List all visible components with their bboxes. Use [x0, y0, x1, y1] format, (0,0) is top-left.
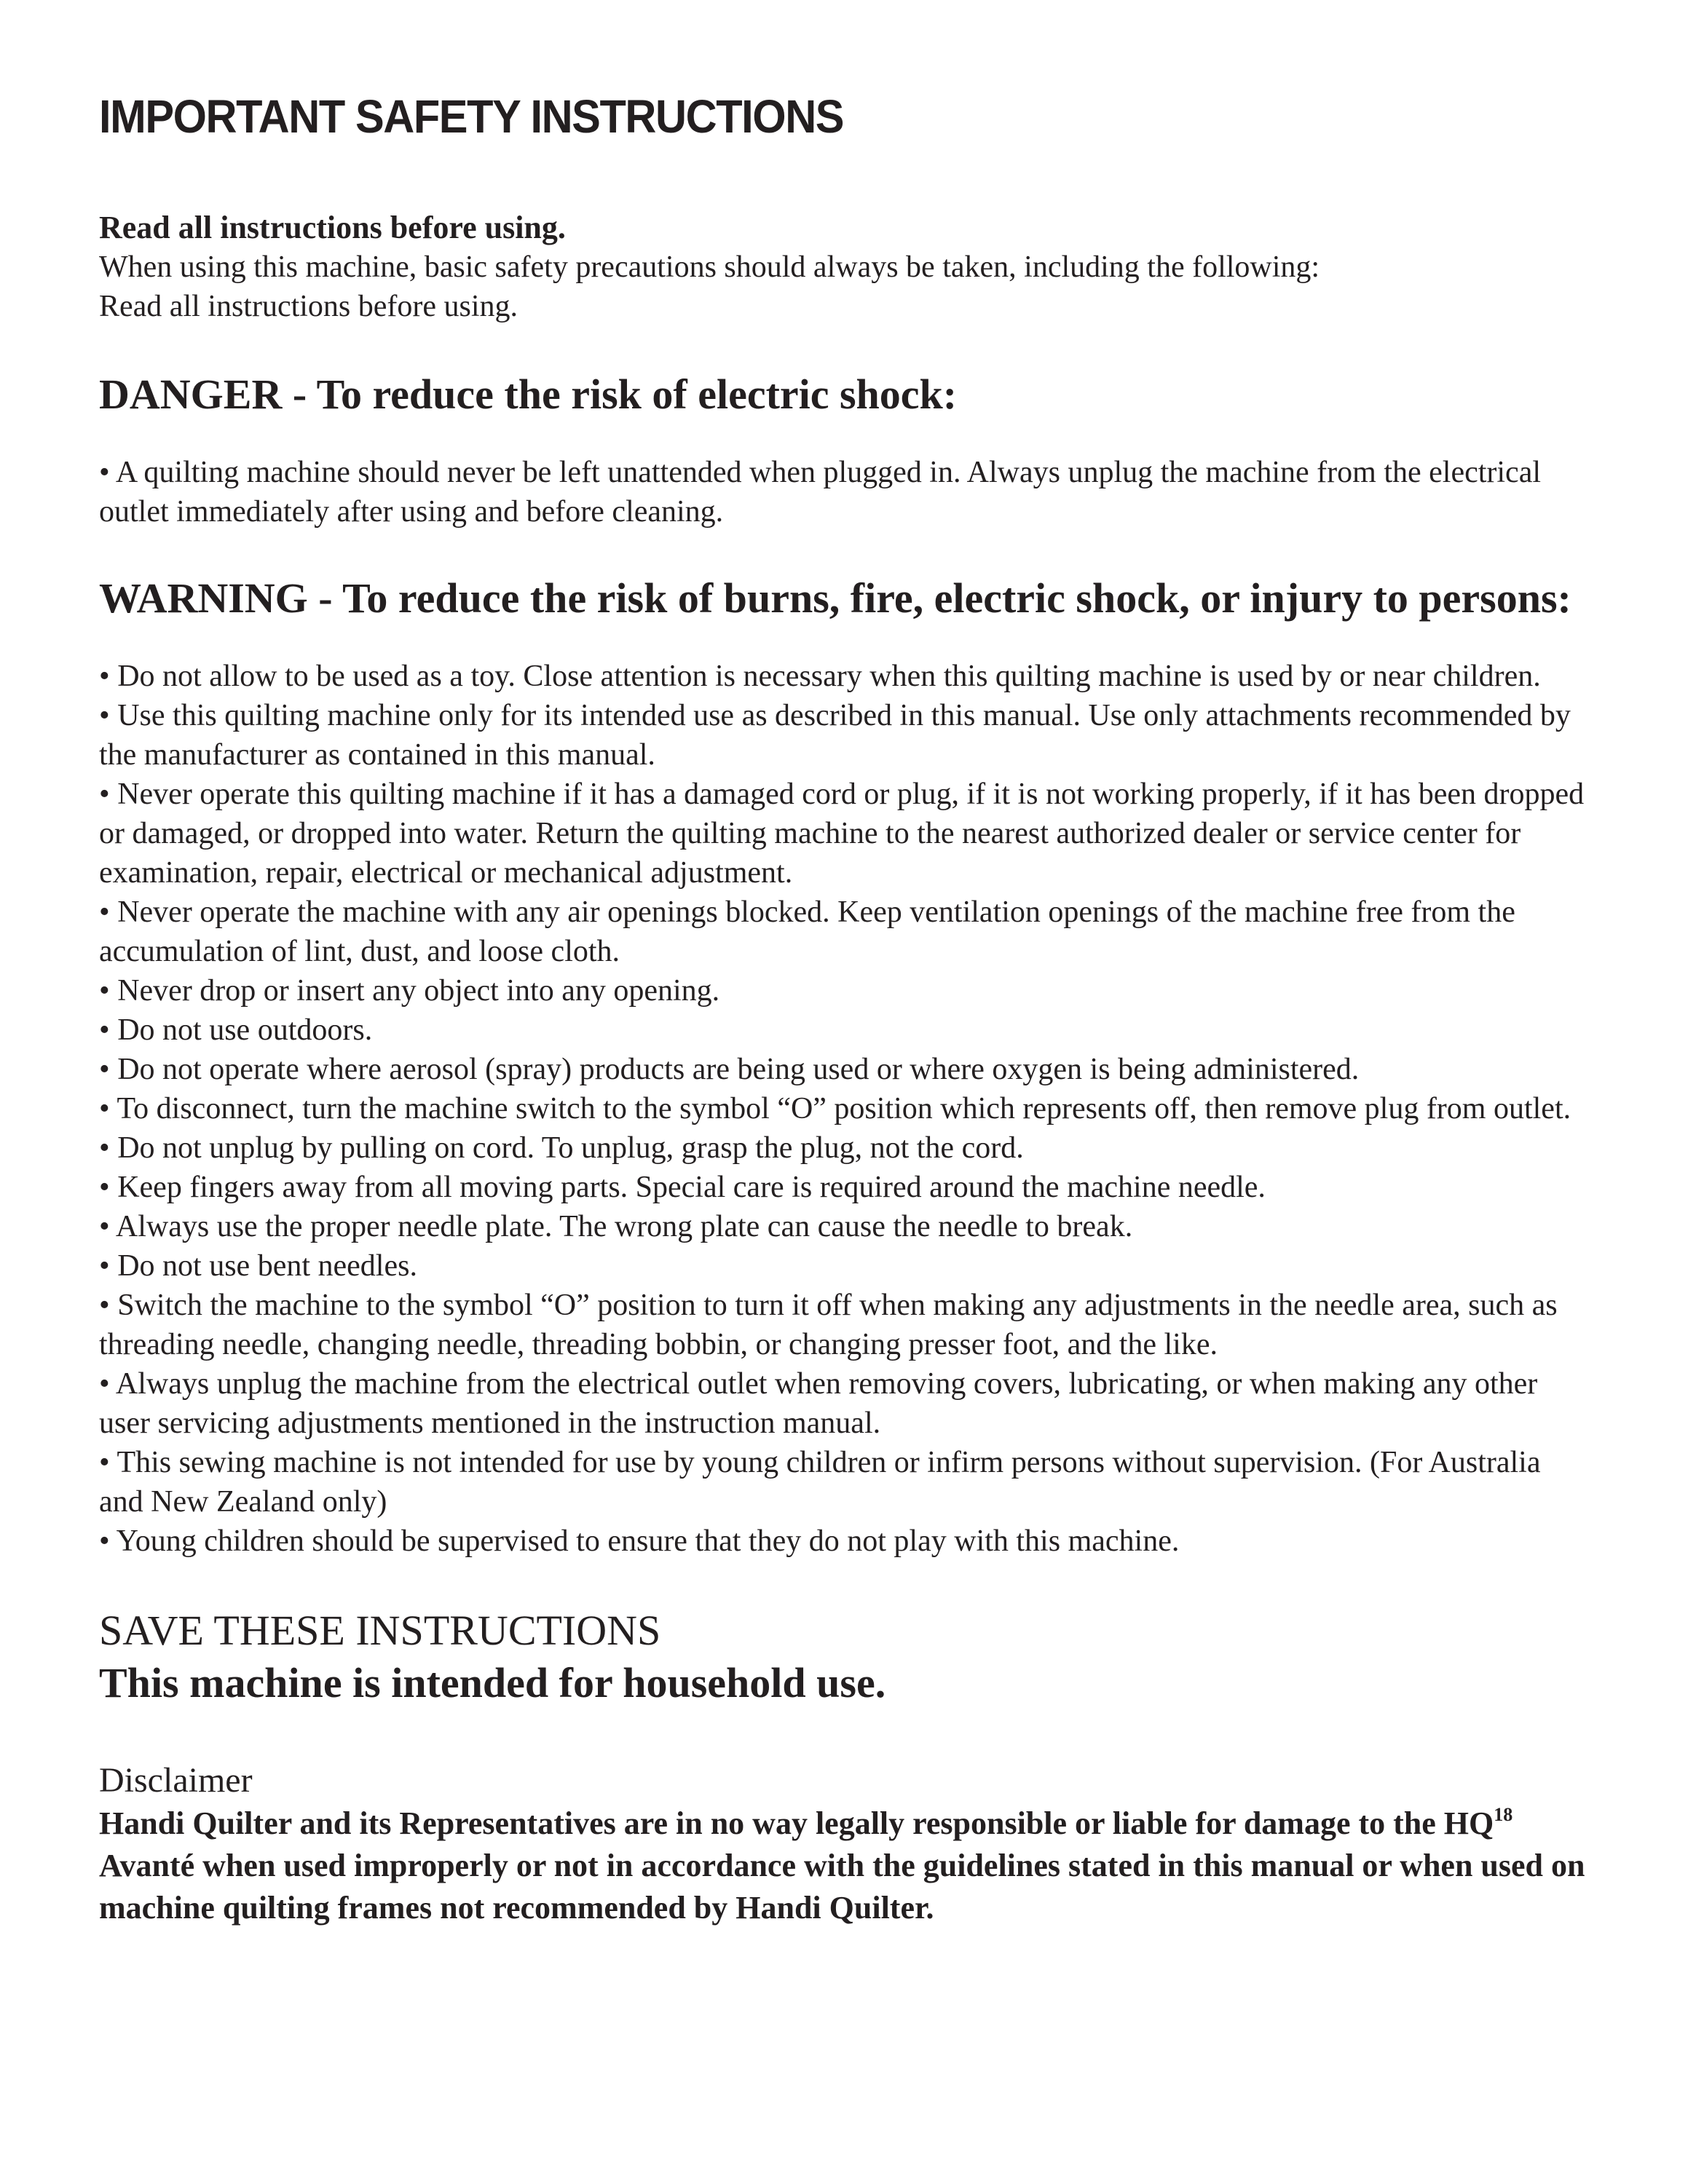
intro-line-1: When using this machine, basic safety precautions should always be taken, including the following:	[99, 250, 1320, 284]
safety-instructions-page	[99, 86, 1592, 1929]
warning-bullet-fingers: • Keep fingers away from all moving parts. Special care is required around the machine needle.	[99, 1171, 1266, 1204]
warning-bullet-unplug-servicing: • Always unplug the machine from the electrical outlet when removing covers, lubricating, or when making any other user servicing adjustments mentioned in the instruction manual.	[99, 1367, 1538, 1440]
warning-bullet-list	[99, 657, 1592, 1561]
save-instructions-line: SAVE THESE INSTRUCTIONS	[99, 1607, 661, 1654]
intro-bold-line: Read all instructions before using.	[99, 210, 566, 245]
model-superscript: 18	[1494, 1804, 1513, 1825]
warning-bullet-children-play: • Young children should be supervised to ensure that they do not play with this machine.	[99, 1524, 1180, 1558]
warning-bullet-insert-object: • Never drop or insert any object into any opening.	[99, 974, 720, 1008]
disclaimer-heading: Disclaimer	[99, 1761, 253, 1800]
disclaimer-section	[99, 1759, 1592, 1929]
warning-bullet-aerosol: • Do not operate where aerosol (spray) products are being used or where oxygen is being administered.	[99, 1053, 1360, 1086]
household-use-line: This machine is intended for household use.	[99, 1659, 886, 1706]
intro-section	[99, 208, 1592, 326]
warning-heading: WARNING - To reduce the risk of burns, fire, electric shock, or injury to persons:	[99, 574, 1571, 622]
disclaimer-text-end: Avanté when used improperly or not in accordance with the guidelines stated in this manual or when used on machine quilting frames not recommended by Handi Quilter.	[99, 1848, 1585, 1926]
danger-bullet: • A quilting machine should never be left unattended when plugged in. Always unplug the machine from the electrical outlet immediately after using and before cleaning.	[99, 456, 1542, 529]
danger-heading: DANGER - To reduce the risk of electric shock:	[99, 371, 958, 418]
warning-bullet-supervision: • This sewing machine is not intended for use by young children or infirm persons without supervision. (For Australia and New Zealand only)	[99, 1446, 1541, 1519]
danger-section	[99, 453, 1592, 531]
warning-bullet-outdoors: • Do not use outdoors.	[99, 1013, 373, 1047]
warning-bullet-switch-off: • Switch the machine to the symbol “O” position to turn it off when making any adjustments in the needle area, such as threading needle, changing needle, threading bobbin, or changing presser foot, and the like.	[99, 1289, 1558, 1361]
warning-bullet-damaged-cord: • Never operate this quilting machine if it has a damaged cord or plug, if it is not working properly, if it has been dropped or damaged, or dropped into water. Return the quilting machine to the nearest authorized dealer or service center for examination, repair, electrical or mechanical adjustment.	[99, 778, 1585, 890]
warning-bullet-unplug-cord: • Do not unplug by pulling on cord. To unplug, grasp the plug, not the cord.	[99, 1131, 1024, 1165]
save-instructions-section	[99, 1605, 1592, 1709]
disclaimer-text	[99, 1803, 1592, 1929]
warning-bullet-needle-plate: • Always use the proper needle plate. The wrong plate can cause the needle to break.	[99, 1210, 1133, 1243]
intro-line-2: Read all instructions before using.	[99, 290, 518, 323]
warning-section	[99, 657, 1592, 1561]
warning-bullet-disconnect: • To disconnect, turn the machine switch to the symbol “O” position which represents off, then remove plug from outlet.	[99, 1092, 1571, 1125]
warning-bullet-intended-use: • Use this quilting machine only for its intended use as described in this manual. Use only attachments recommended by the manufacturer as contained in this manual.	[99, 699, 1571, 772]
warning-bullet-toy: • Do not allow to be used as a toy. Close attention is necessary when this quilting machine is used by or near children.	[99, 660, 1541, 693]
warning-bullet-air-openings: • Never operate the machine with any air openings blocked. Keep ventilation openings of the machine free from the accumulation of lint, dust, and loose cloth.	[99, 895, 1515, 968]
page-title: IMPORTANT SAFETY INSTRUCTIONS	[99, 90, 844, 143]
warning-bullet-bent-needles: • Do not use bent needles.	[99, 1249, 417, 1283]
disclaimer-text-start: Handi Quilter and its Representatives are in no way legally responsible or liable for damage to the HQ	[99, 1805, 1494, 1841]
